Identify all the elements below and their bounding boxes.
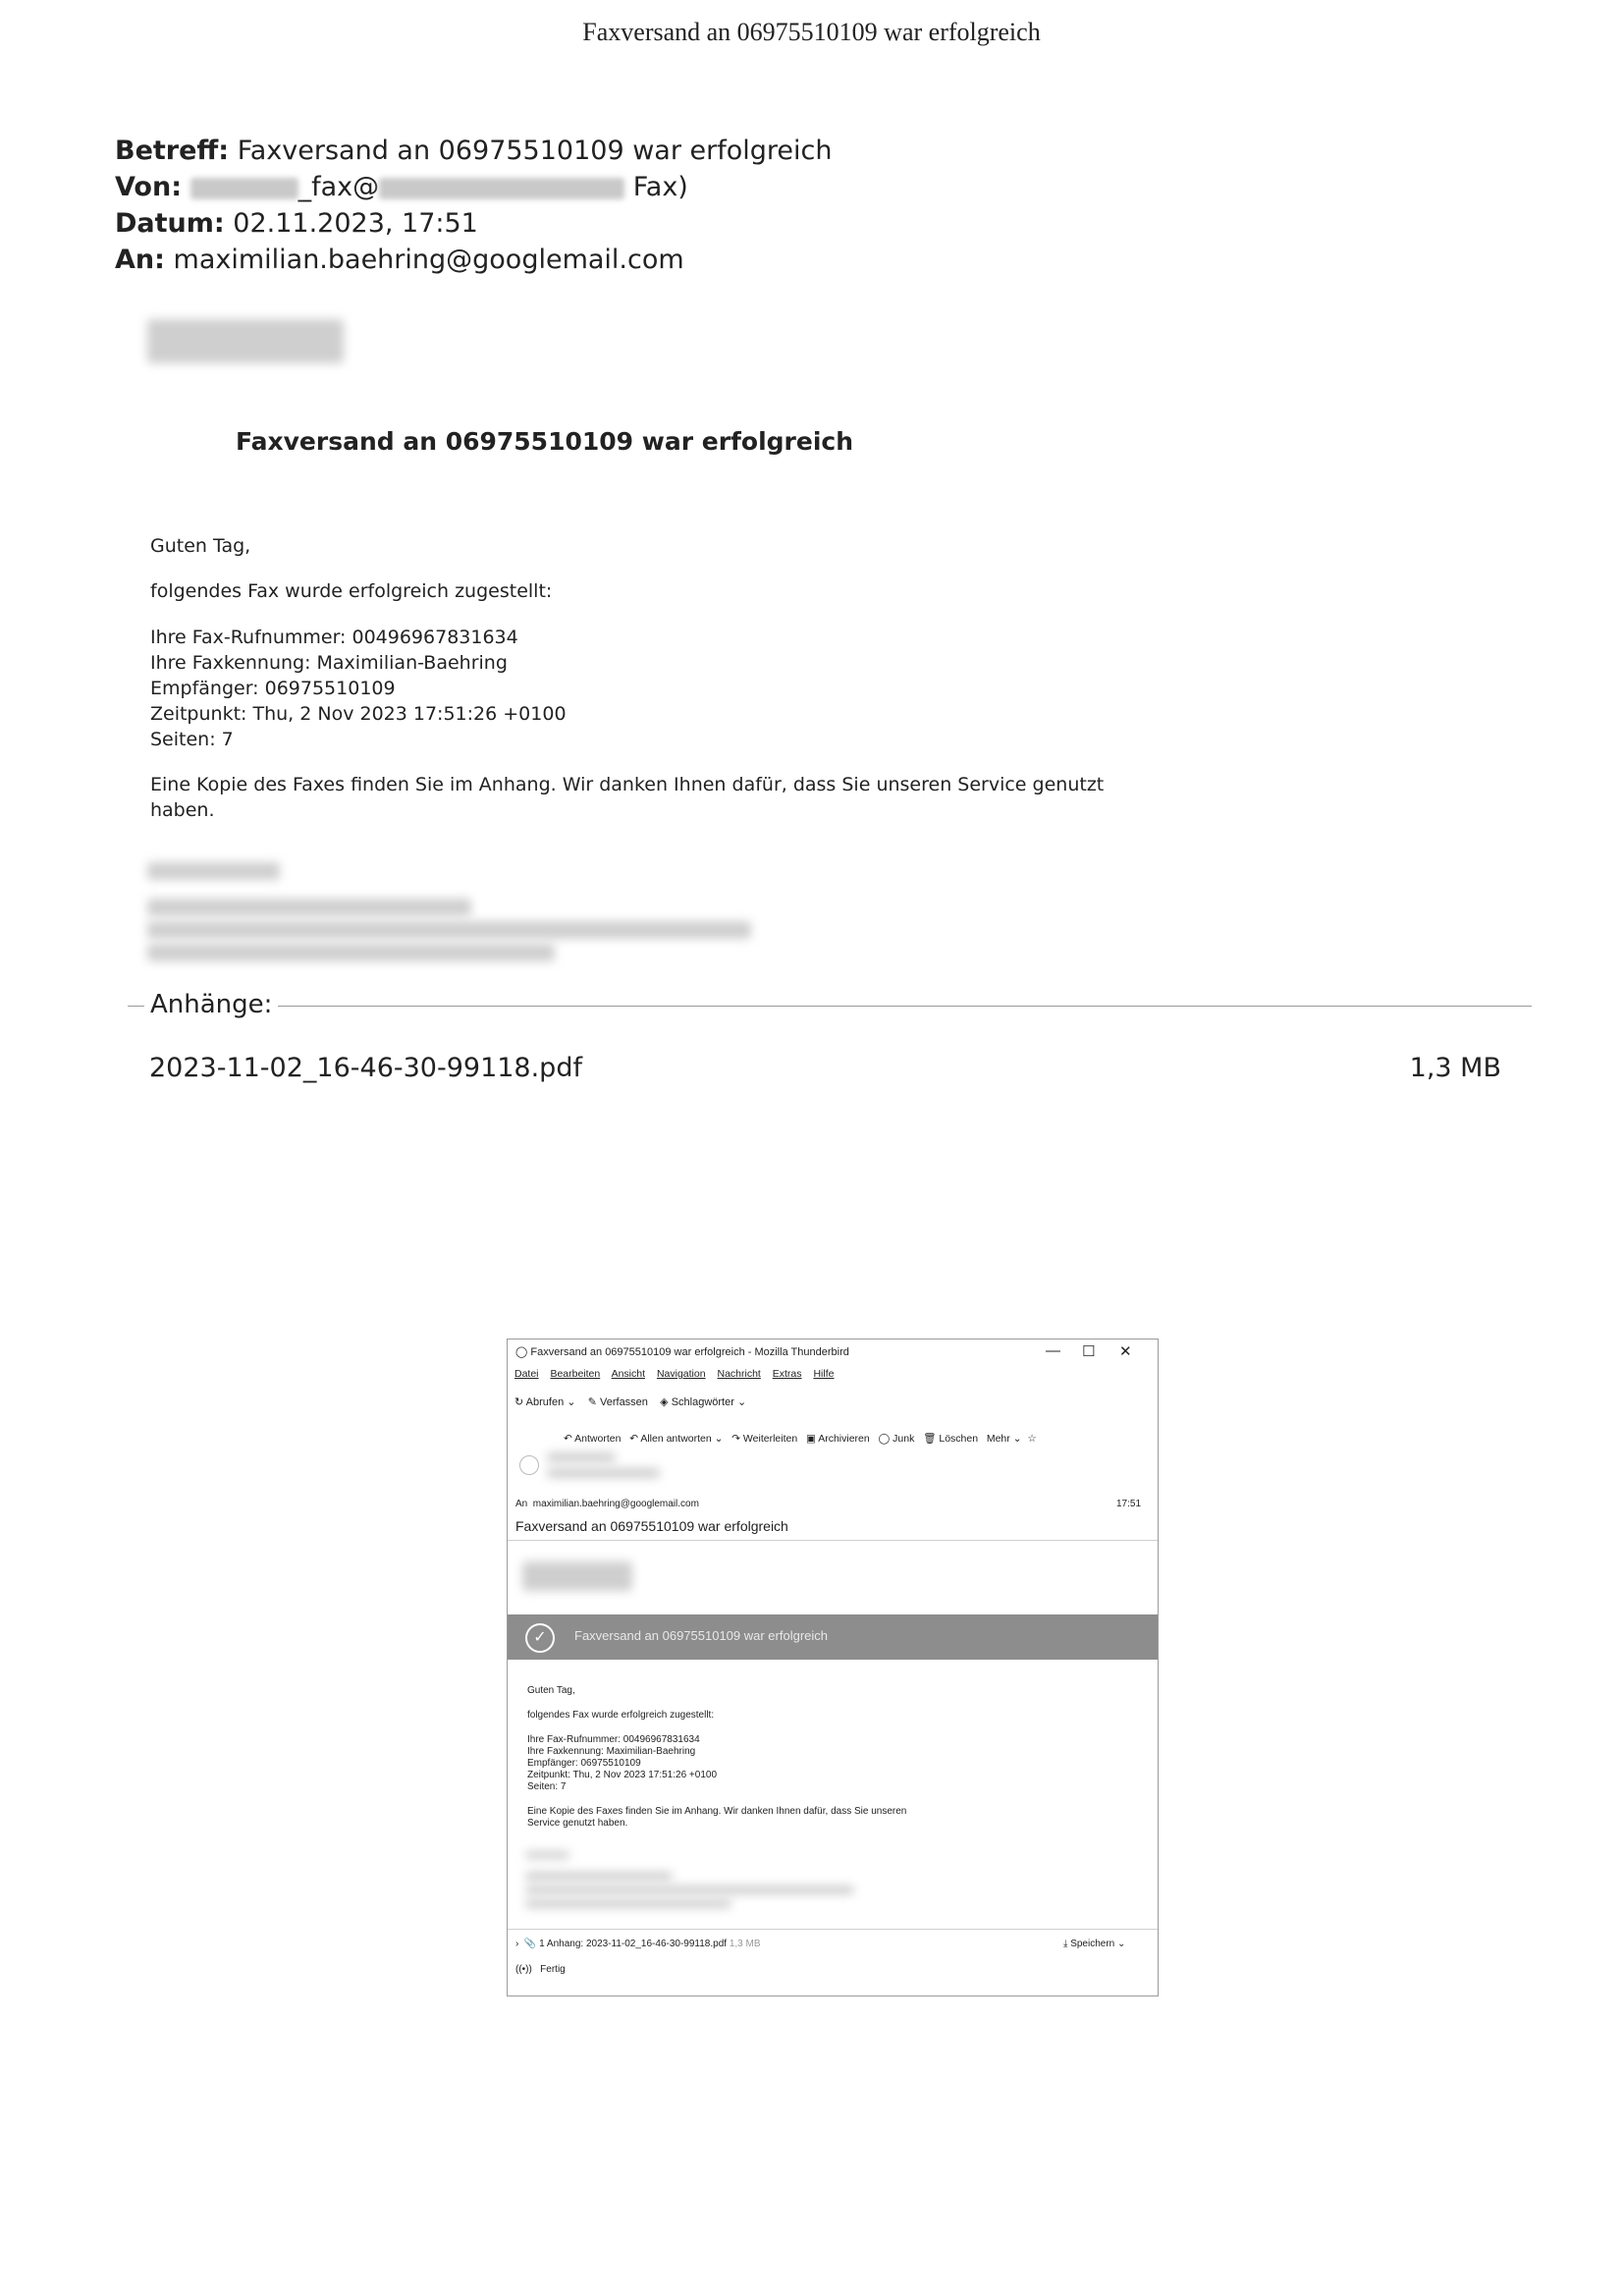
subject-label: Betreff: [115, 136, 230, 166]
maximize-icon[interactable]: ☐ [1082, 1343, 1096, 1360]
forward-label: Weiterleiten [742, 1433, 798, 1445]
subject-line [115, 133, 832, 169]
redacted-signature-name [147, 862, 280, 880]
redacted-signature-line-1 [147, 899, 471, 916]
print-header-title: Faxversand an 06975510109 war erfolgreich [582, 18, 1041, 46]
junk-button[interactable]: ◯ Junk [878, 1433, 915, 1445]
save-button[interactable]: ⤓ Speichern ⌄ [1063, 1939, 1126, 1949]
attachment-file-size: 1,3 MB [1409, 1053, 1501, 1083]
tb-greeting: Guten Tag, [527, 1685, 575, 1696]
date-value: 02.11.2023, 17:51 [233, 208, 478, 239]
tb-intro: folgendes Fax wurde erfolgreich zugestellt: [527, 1710, 715, 1721]
connection-icon: ((•)) [515, 1964, 532, 1975]
tb-redacted-signature-4 [525, 1899, 731, 1908]
menu-datei[interactable]: Datei [514, 1368, 539, 1380]
tb-banner-text: Faxversand an 06975510109 war erfolgreich [574, 1628, 829, 1643]
tb-subject: Faxversand an 06975510109 war erfolgreich [515, 1518, 788, 1534]
tb-to-row [515, 1499, 699, 1509]
to-label: An: [115, 245, 165, 275]
menu-extras[interactable]: Extras [772, 1368, 802, 1380]
tag-icon: ◈ [660, 1396, 669, 1408]
minimize-icon[interactable]: — [1046, 1342, 1060, 1359]
expand-chevron-icon[interactable]: › [515, 1939, 519, 1949]
timestamp: Zeitpunkt: Thu, 2 Nov 2023 17:51:26 +0100 [150, 703, 567, 725]
tb-window-title: Faxversand an 06975510109 war erfolgreich - Mozilla Thunderbird [530, 1346, 849, 1358]
tb-fax-number: Ihre Fax-Rufnummer: 00496967831634 [527, 1734, 700, 1745]
tb-status-text: Fertig [540, 1964, 566, 1975]
tb-attachment-divider [508, 1929, 1158, 1930]
tb-attachment-text[interactable]: 1 Anhang: 2023-11-02_16-46-30-99118.pdf [539, 1939, 728, 1949]
from-redacted-name [190, 178, 298, 199]
redacted-signature-line-3 [147, 944, 555, 961]
from-label: Von: [115, 172, 182, 202]
junk-label: Junk [893, 1433, 915, 1445]
more-button[interactable]: Mehr ⌄ [986, 1433, 1022, 1445]
delete-label: Löschen [939, 1433, 979, 1445]
tb-recipient: Empfänger: 06975510109 [527, 1758, 641, 1769]
tb-closing-line-2: Service genutzt haben. [527, 1818, 628, 1829]
tb-to-label: An [515, 1499, 528, 1509]
attachment-file-name[interactable]: 2023-11-02_16-46-30-99118.pdf [149, 1053, 582, 1083]
compose-button[interactable] [588, 1396, 648, 1408]
from-address-part: _fax@ [298, 172, 380, 202]
to-line [115, 242, 684, 278]
tb-to-value[interactable]: maximilian.baehring@googlemail.com [532, 1499, 699, 1509]
tags-button[interactable]: ◈ Schlagwörter ⌄ [660, 1396, 747, 1408]
tb-redacted-sender-address [547, 1468, 660, 1478]
pencil-icon: ✎ [587, 1396, 597, 1408]
tb-attachment-row[interactable] [515, 1939, 761, 1949]
menu-hilfe[interactable]: Hilfe [813, 1368, 835, 1380]
check-icon: ✓ [525, 1623, 555, 1653]
reply-label: Antworten [574, 1433, 622, 1445]
attachments-label: Anhänge: [144, 990, 278, 1019]
recipient: Empfänger: 06975510109 [150, 678, 396, 699]
tb-redacted-signature-2 [525, 1872, 673, 1881]
tags-label: Schlagwörter [671, 1396, 734, 1408]
thunderbird-screenshot [507, 1339, 1159, 1996]
tb-time: 17:51 [1116, 1499, 1142, 1509]
delete-button[interactable]: 🗑 Löschen [923, 1433, 979, 1445]
subject-value: Faxversand an 06975510109 war erfolgreich [237, 136, 833, 166]
from-redacted-domain [379, 178, 624, 199]
menu-navigation[interactable]: Navigation [656, 1368, 706, 1380]
avatar [519, 1455, 539, 1475]
redacted-signature-line-2 [147, 921, 751, 939]
tb-closing-line-1: Eine Kopie des Faxes finden Sie im Anhang. Wir danken Ihnen dafür, dass Sie unseren [527, 1806, 907, 1817]
reply-button[interactable]: ↶ Antworten [564, 1433, 622, 1445]
tb-success-banner [508, 1614, 1158, 1660]
archive-button[interactable]: ▣ Archivieren [805, 1433, 870, 1445]
tb-window-title-row [515, 1345, 849, 1358]
tb-main-toolbar [514, 1395, 746, 1408]
tb-timestamp: Zeitpunkt: Thu, 2 Nov 2023 17:51:26 +0100 [527, 1770, 718, 1780]
forward-button[interactable]: ↷ Weiterleiten [731, 1433, 798, 1445]
date-label: Datum: [115, 208, 225, 239]
tb-pages: Seiten: 7 [527, 1781, 567, 1792]
fetch-button[interactable]: ↻ Abrufen ⌄ [514, 1396, 576, 1408]
tb-redacted-signature-1 [525, 1851, 569, 1859]
paperclip-icon: 📎 [523, 1939, 537, 1949]
reply-all-label: Allen antworten [640, 1433, 712, 1445]
fax-heading: Faxversand an 06975510109 war erfolgreich [236, 427, 854, 456]
from-address-end: Fax) [632, 172, 688, 202]
archive-label: Archivieren [818, 1433, 870, 1445]
save-label: Speichern [1070, 1939, 1115, 1949]
close-icon[interactable]: ✕ [1119, 1343, 1132, 1360]
star-icon[interactable]: ☆ [1027, 1433, 1037, 1445]
thunderbird-logo-icon: ◯ [515, 1346, 528, 1358]
tb-redacted-sender-name [547, 1452, 616, 1462]
tb-fax-id: Ihre Faxkennung: Maximilian-Baehring [527, 1746, 696, 1757]
menu-ansicht[interactable]: Ansicht [611, 1368, 646, 1380]
fetch-label: Abrufen [525, 1396, 565, 1408]
closing-line-1: Eine Kopie des Faxes finden Sie im Anhang. Wir danken Ihnen dafür, dass Sie unseren Service genutzt [150, 774, 1105, 795]
menu-bearbeiten[interactable]: Bearbeiten [550, 1368, 601, 1380]
to-value: maximilian.baehring@googlemail.com [173, 245, 684, 275]
greeting: Guten Tag, [150, 535, 251, 557]
fax-id: Ihre Faxkennung: Maximilian-Baehring [150, 652, 508, 674]
tb-status-bar [515, 1964, 566, 1975]
more-label: Mehr [986, 1433, 1010, 1445]
intro-text: folgendes Fax wurde erfolgreich zugestellt: [150, 580, 553, 602]
reply-all-button[interactable]: ↶ Allen antworten ⌄ [629, 1433, 724, 1445]
compose-label: Verfassen [600, 1396, 648, 1408]
tb-redacted-signature-3 [525, 1886, 854, 1894]
menu-nachricht[interactable]: Nachricht [717, 1368, 761, 1380]
fetch-icon: ↻ [514, 1396, 524, 1408]
tb-menu-bar [514, 1368, 842, 1380]
closing-line-2: haben. [150, 799, 215, 821]
fax-number: Ihre Fax-Rufnummer: 00496967831634 [150, 627, 518, 648]
tb-redacted-logo [522, 1561, 632, 1591]
date-line [115, 205, 478, 242]
attachments-divider [128, 1006, 1532, 1007]
tb-action-bar [564, 1432, 1037, 1445]
from-line [115, 169, 688, 205]
redacted-logo [147, 319, 344, 363]
tb-header-divider [508, 1540, 1158, 1541]
download-icon: ⤓ [1063, 1939, 1068, 1949]
tb-attachment-size: 1,3 MB [729, 1939, 761, 1949]
pages-count: Seiten: 7 [150, 729, 234, 750]
